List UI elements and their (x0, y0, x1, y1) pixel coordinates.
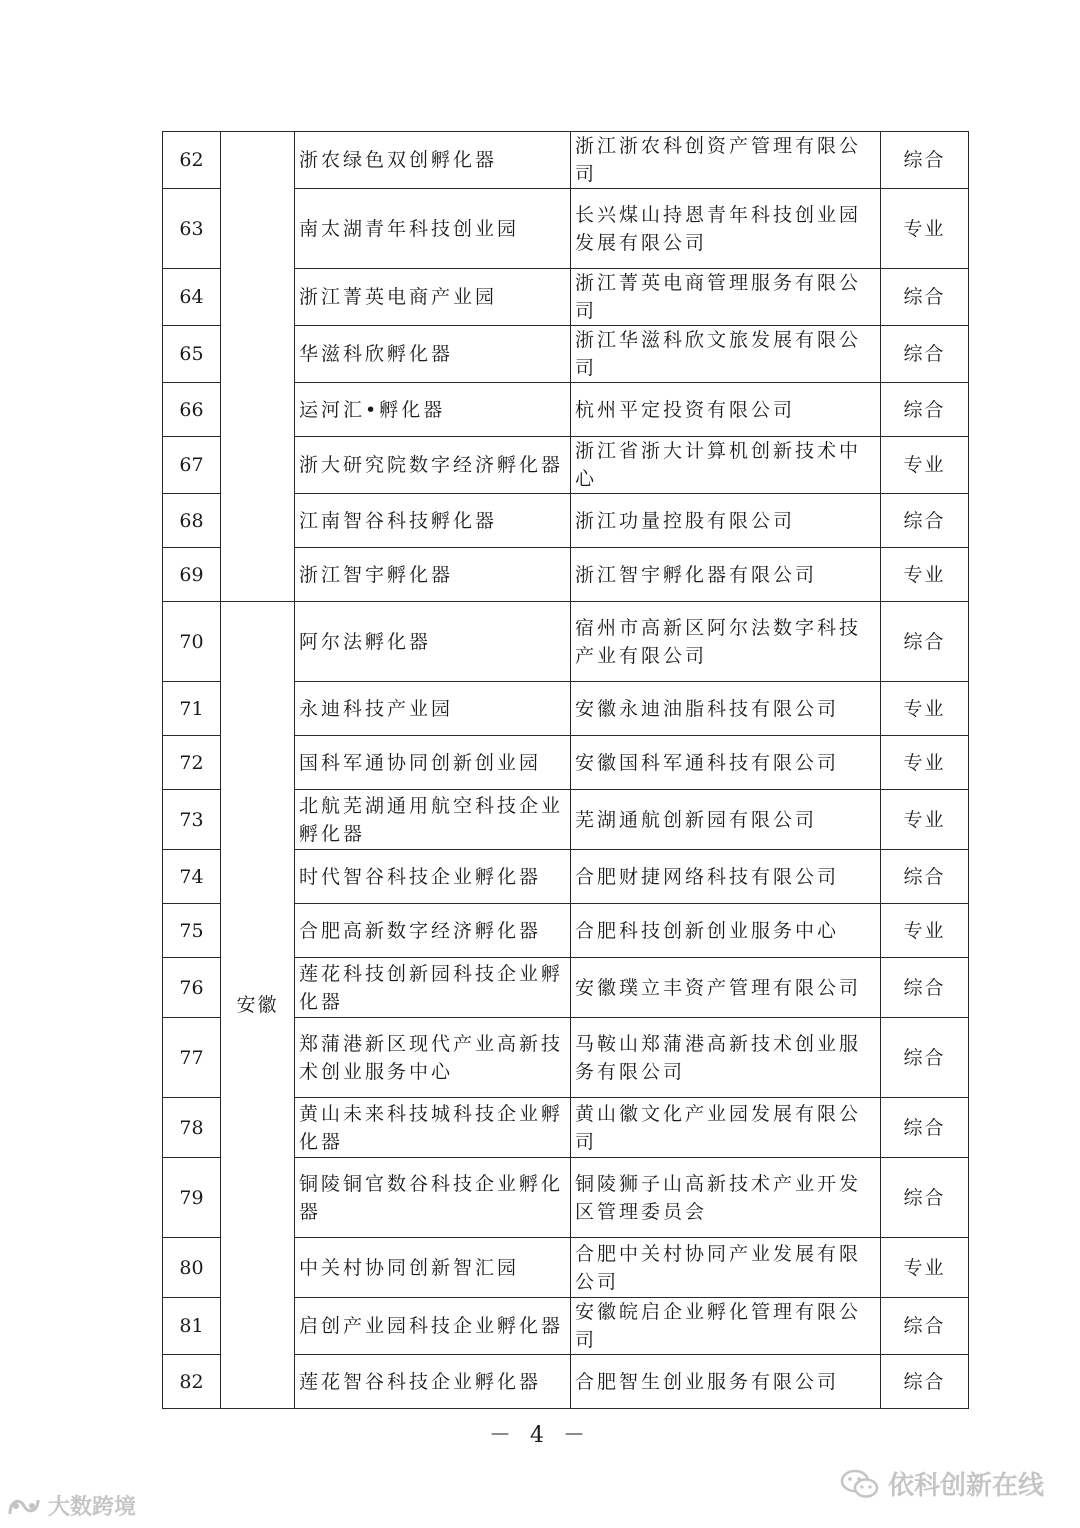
operating-company: 浙江浙农科创资产管理有限公司 (571, 132, 881, 189)
incubator-name: 浙江菁英电商产业园 (295, 269, 571, 326)
incubator-table (162, 131, 969, 1409)
incubator-name: 铜陵铜官数谷科技企业孵化器 (295, 1158, 571, 1238)
incubator-category: 综合 (881, 494, 969, 548)
row-number: 78 (163, 1098, 221, 1158)
watermark-left (6, 1490, 136, 1521)
row-number: 75 (163, 904, 221, 958)
row-number: 81 (163, 1298, 221, 1355)
row-number: 62 (163, 132, 221, 189)
incubator-name: 国科军通协同创新创业园 (295, 736, 571, 790)
incubator-category: 专业 (881, 548, 969, 602)
incubator-category: 综合 (881, 132, 969, 189)
operating-company: 宿州市高新区阿尔法数字科技产业有限公司 (571, 602, 881, 682)
operating-company: 杭州平定投资有限公司 (571, 383, 881, 437)
operating-company: 合肥财捷网络科技有限公司 (571, 850, 881, 904)
row-number: 67 (163, 437, 221, 494)
row-number: 68 (163, 494, 221, 548)
incubator-name: 北航芜湖通用航空科技企业孵化器 (295, 790, 571, 850)
watermark-logo-icon (6, 1494, 42, 1518)
operating-company: 合肥智生创业服务有限公司 (571, 1355, 881, 1409)
operating-company: 浙江功量控股有限公司 (571, 494, 881, 548)
incubator-name: 时代智谷科技企业孵化器 (295, 850, 571, 904)
province-cell (221, 132, 295, 602)
incubator-category: 综合 (881, 1355, 969, 1409)
incubator-category: 专业 (881, 904, 969, 958)
row-number: 82 (163, 1355, 221, 1409)
incubator-category: 专业 (881, 790, 969, 850)
incubator-category: 综合 (881, 1018, 969, 1098)
row-number: 71 (163, 682, 221, 736)
operating-company: 长兴煤山持恩青年科技创业园发展有限公司 (571, 189, 881, 269)
operating-company: 黄山徽文化产业园发展有限公司 (571, 1098, 881, 1158)
watermark-right-text: 依科创新在线 (888, 1471, 1045, 1501)
incubator-name: 永迪科技产业园 (295, 682, 571, 736)
incubator-category: 综合 (881, 850, 969, 904)
row-number: 73 (163, 790, 221, 850)
incubator-name: 合肥高新数字经济孵化器 (295, 904, 571, 958)
incubator-category: 专业 (881, 437, 969, 494)
row-number: 76 (163, 958, 221, 1018)
province-cell: 安徽 (221, 602, 295, 1409)
incubator-category: 综合 (881, 383, 969, 437)
incubator-name: 黄山未来科技城科技企业孵化器 (295, 1098, 571, 1158)
page-number: － 4 － (489, 1423, 591, 1448)
incubator-category: 综合 (881, 958, 969, 1018)
operating-company: 浙江智宇孵化器有限公司 (571, 548, 881, 602)
incubator-name: 华滋科欣孵化器 (295, 326, 571, 383)
operating-company: 芜湖通航创新园有限公司 (571, 790, 881, 850)
incubator-category: 综合 (881, 1298, 969, 1355)
incubator-name: 启创产业园科技企业孵化器 (295, 1298, 571, 1355)
row-number: 72 (163, 736, 221, 790)
row-number: 66 (163, 383, 221, 437)
incubator-category: 专业 (881, 1238, 969, 1298)
incubator-name: 莲花智谷科技企业孵化器 (295, 1355, 571, 1409)
incubator-category: 综合 (881, 326, 969, 383)
table-row (163, 602, 969, 682)
operating-company: 浙江菁英电商管理服务有限公司 (571, 269, 881, 326)
incubator-name: 浙农绿色双创孵化器 (295, 132, 571, 189)
incubator-name: 阿尔法孵化器 (295, 602, 571, 682)
row-number: 77 (163, 1018, 221, 1098)
incubator-category: 综合 (881, 1158, 969, 1238)
operating-company: 合肥中关村协同产业发展有限公司 (571, 1238, 881, 1298)
operating-company: 合肥科技创新创业服务中心 (571, 904, 881, 958)
row-number: 80 (163, 1238, 221, 1298)
incubator-name: 莲花科技创新园科技企业孵化器 (295, 958, 571, 1018)
row-number: 70 (163, 602, 221, 682)
operating-company: 马鞍山郑蒲港高新技术创业服务有限公司 (571, 1018, 881, 1098)
watermark-right (840, 1465, 1044, 1502)
row-number: 79 (163, 1158, 221, 1238)
row-number: 65 (163, 326, 221, 383)
incubator-category: 综合 (881, 602, 969, 682)
row-number: 64 (163, 269, 221, 326)
operating-company: 铜陵狮子山高新技术产业开发区管理委员会 (571, 1158, 881, 1238)
operating-company: 浙江华滋科欣文旅发展有限公司 (571, 326, 881, 383)
incubator-name: 南太湖青年科技创业园 (295, 189, 571, 269)
incubator-name: 浙大研究院数字经济孵化器 (295, 437, 571, 494)
incubator-name: 运河汇•孵化器 (295, 383, 571, 437)
incubator-name: 浙江智宇孵化器 (295, 548, 571, 602)
incubator-name: 江南智谷科技孵化器 (295, 494, 571, 548)
row-number: 69 (163, 548, 221, 602)
table-row (163, 132, 969, 189)
incubator-category: 综合 (881, 1098, 969, 1158)
operating-company: 安徽璞立丰资产管理有限公司 (571, 958, 881, 1018)
operating-company: 安徽国科军通科技有限公司 (571, 736, 881, 790)
operating-company: 安徽永迪油脂科技有限公司 (571, 682, 881, 736)
row-number: 63 (163, 189, 221, 269)
incubator-category: 专业 (881, 682, 969, 736)
incubator-category: 专业 (881, 736, 969, 790)
operating-company: 安徽皖启企业孵化管理有限公司 (571, 1298, 881, 1355)
incubator-name: 中关村协同创新智汇园 (295, 1238, 571, 1298)
incubator-category: 综合 (881, 269, 969, 326)
wechat-icon (840, 1468, 880, 1500)
incubator-category: 专业 (881, 189, 969, 269)
incubator-name: 郑蒲港新区现代产业高新技术创业服务中心 (295, 1018, 571, 1098)
operating-company: 浙江省浙大计算机创新技术中心 (571, 437, 881, 494)
watermark-left-text: 大数跨境 (48, 1495, 137, 1520)
row-number: 74 (163, 850, 221, 904)
